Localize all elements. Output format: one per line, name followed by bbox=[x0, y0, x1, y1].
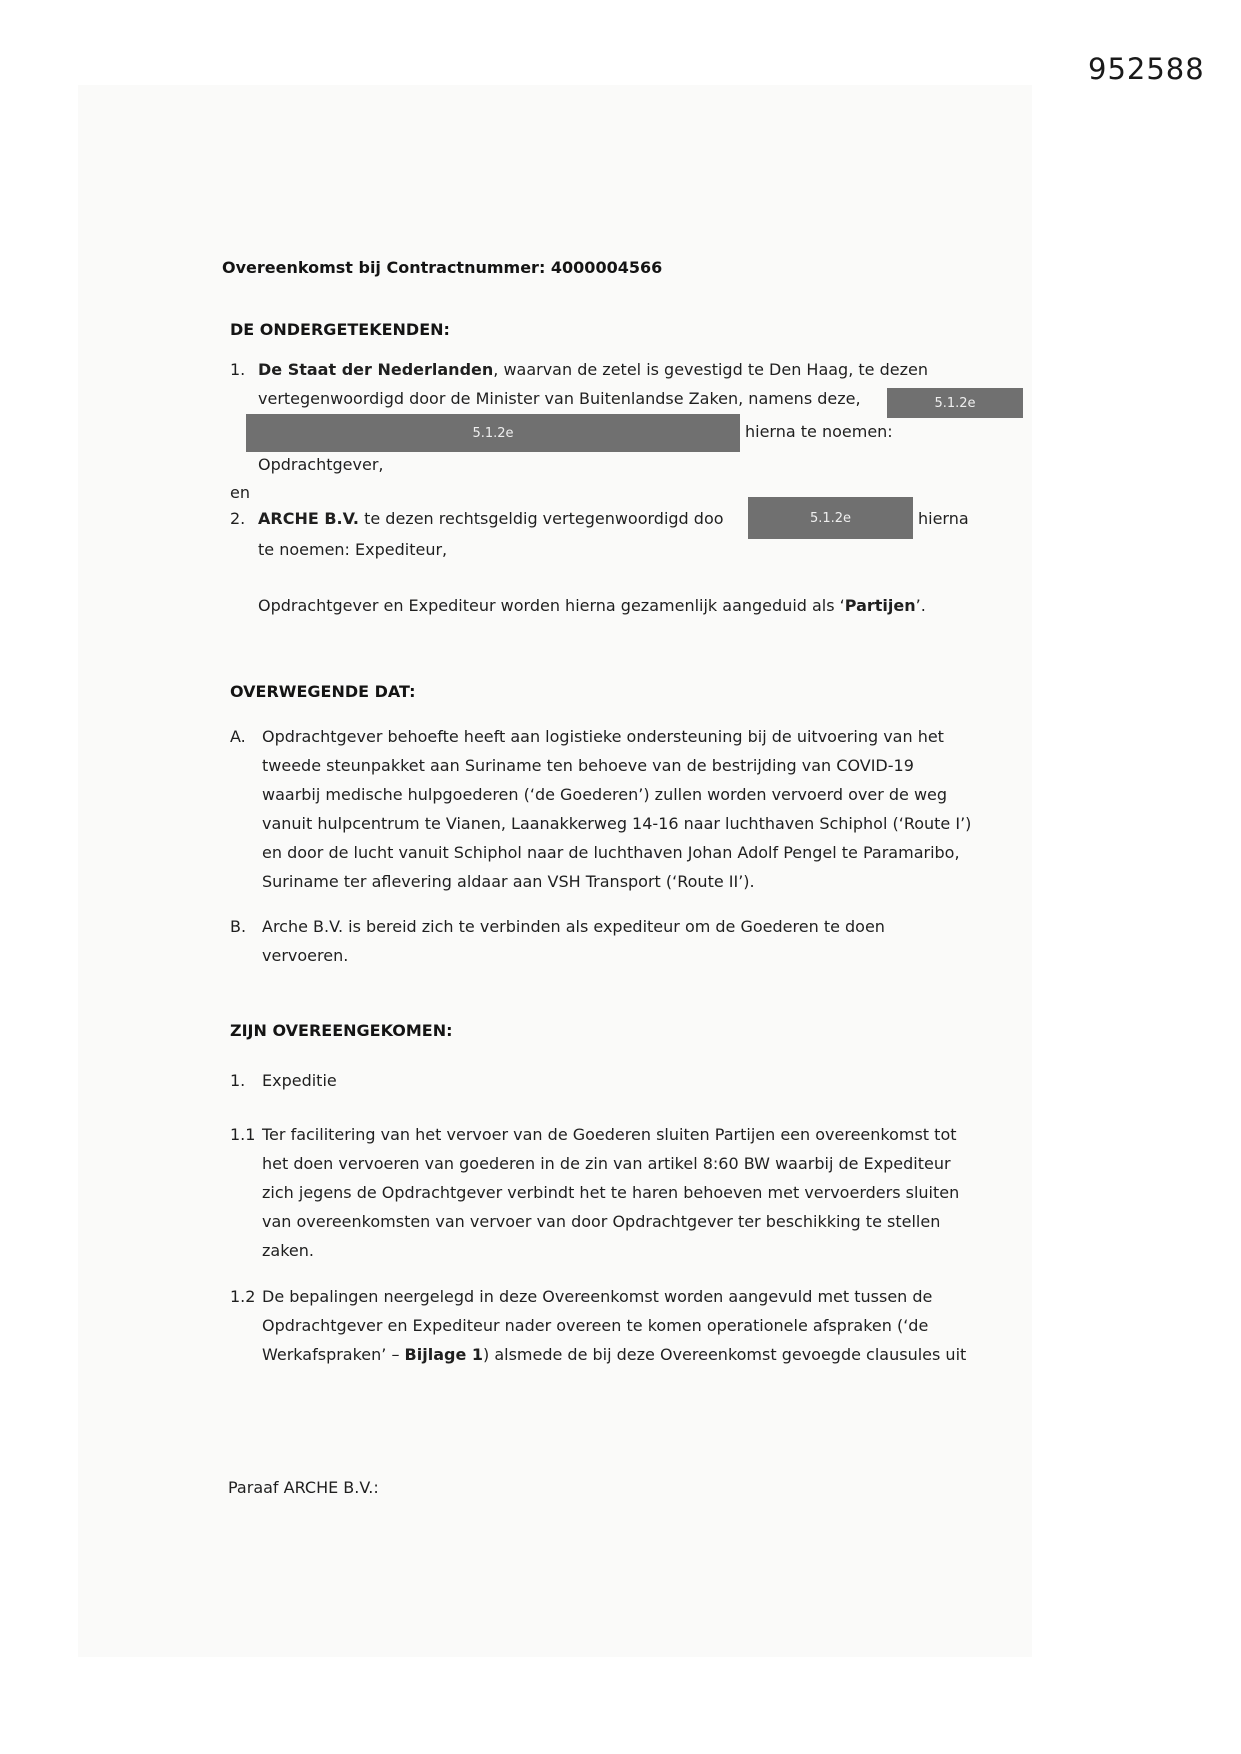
conjunction-en: en bbox=[230, 483, 250, 502]
party1-name: De Staat der Nederlanden bbox=[258, 360, 494, 379]
party2-line1-after-redaction: hierna bbox=[918, 509, 969, 528]
party2-name: ARCHE B.V. bbox=[258, 509, 360, 528]
item-a-line-3: waarbij medische hulpgoederen (‘de Goederen’) zullen worden vervoerd over de weg bbox=[262, 785, 948, 804]
redaction-box-2: 5.1.2e bbox=[246, 414, 740, 452]
clause1-2-number: 1.2 bbox=[230, 1287, 256, 1306]
clause1-1-line-2: het doen vervoeren van goederen in de zin van artikel 8:60 BW waarbij de Expediteur bbox=[262, 1154, 951, 1173]
clause1-2-line-3 bbox=[262, 1345, 966, 1365]
party1-line2: vertegenwoordigd door de Minister van Buitenlandse Zaken, namens deze, bbox=[258, 389, 861, 408]
item-a-line-2: tweede steunpakket aan Suriname ten behoeve van de bestrijding van COVID-19 bbox=[262, 756, 914, 775]
item-a-line-1: Opdrachtgever behoefte heeft aan logistieke ondersteuning bij de uitvoering van het bbox=[262, 727, 944, 746]
party2-number: 2. bbox=[230, 509, 246, 528]
party1-line4: Opdrachtgever, bbox=[258, 455, 384, 474]
clause1-1-line-4: van overeenkomsten van vervoer van door Opdrachtgever ter beschikking te stellen bbox=[262, 1212, 941, 1231]
scan-background bbox=[78, 85, 1032, 1657]
item-b-line-1: Arche B.V. is bereid zich te verbinden als expediteur om de Goederen te doen bbox=[262, 917, 885, 936]
clause1-1-line-5: zaken. bbox=[262, 1241, 314, 1260]
clause1-number: 1. bbox=[230, 1071, 246, 1090]
clause1-2-line-3-suffix: ) alsmede de bij deze Overeenkomst gevoegde clausules uit bbox=[483, 1345, 967, 1364]
clause1-1-number: 1.1 bbox=[230, 1125, 256, 1144]
clause1-2-line-3-prefix: Werkafspraken’ – bbox=[262, 1345, 405, 1364]
party2-line1-rest: te dezen rechtsgeldig vertegenwoordigd doo bbox=[359, 509, 724, 528]
item-b-label: B. bbox=[230, 917, 247, 936]
party2-line2: te noemen: Expediteur, bbox=[258, 540, 448, 559]
party2-line1 bbox=[258, 509, 724, 529]
page-number: 952588 bbox=[1088, 52, 1205, 86]
item-a-line-6: Suriname ter aflevering aldaar aan VSH Transport (‘Route II’). bbox=[262, 872, 755, 891]
clause1-2-line-3-bold: Bijlage 1 bbox=[404, 1345, 483, 1364]
item-a-label: A. bbox=[230, 727, 246, 746]
item-a-line-4: vanuit hulpcentrum te Vianen, Laanakkerweg 14-16 naar luchthaven Schiphol (‘Route I’) bbox=[262, 814, 972, 833]
joint-suffix: ’. bbox=[915, 596, 926, 615]
joint-bold: Partijen bbox=[844, 596, 916, 615]
clause1-1-line-1: Ter facilitering van het vervoer van de Goederen sluiten Partijen een overeenkomst tot bbox=[262, 1125, 957, 1144]
party1-line3-after-redaction: hierna te noemen: bbox=[745, 422, 893, 441]
item-b-line-2: vervoeren. bbox=[262, 946, 349, 965]
clause1-2-line-2: Opdrachtgever en Expediteur nader overeen te komen operationele afspraken (‘de bbox=[262, 1316, 929, 1335]
redaction-box-1: 5.1.2e bbox=[887, 388, 1023, 418]
document-title: Overeenkomst bij Contractnummer: 4000004566 bbox=[222, 258, 663, 277]
agreement-heading: ZIJN OVEREENGEKOMEN: bbox=[230, 1021, 453, 1040]
party1-line1-rest: , waarvan de zetel is gevestigd te Den Haag, te dezen bbox=[493, 360, 928, 379]
joint-parties-line bbox=[258, 596, 926, 616]
redaction-box-3: 5.1.2e bbox=[748, 497, 913, 539]
party1-number: 1. bbox=[230, 360, 246, 379]
clause1-1-line-3: zich jegens de Opdrachtgever verbindt het te haren behoeven met vervoerders sluiten bbox=[262, 1183, 960, 1202]
initials-line: Paraaf ARCHE B.V.: bbox=[228, 1478, 379, 1497]
considerations-heading: OVERWEGENDE DAT: bbox=[230, 682, 416, 701]
clause1-title: Expeditie bbox=[262, 1071, 337, 1090]
clause1-2-line-1: De bepalingen neergelegd in deze Overeenkomst worden aangevuld met tussen de bbox=[262, 1287, 933, 1306]
joint-prefix: Opdrachtgever en Expediteur worden hierna gezamenlijk aangeduid als ‘ bbox=[258, 596, 845, 615]
party1-line1 bbox=[258, 360, 928, 380]
undersigned-heading: DE ONDERGETEKENDEN: bbox=[230, 320, 450, 339]
item-a-line-5: en door de lucht vanuit Schiphol naar de luchthaven Johan Adolf Pengel te Paramaribo, bbox=[262, 843, 960, 862]
